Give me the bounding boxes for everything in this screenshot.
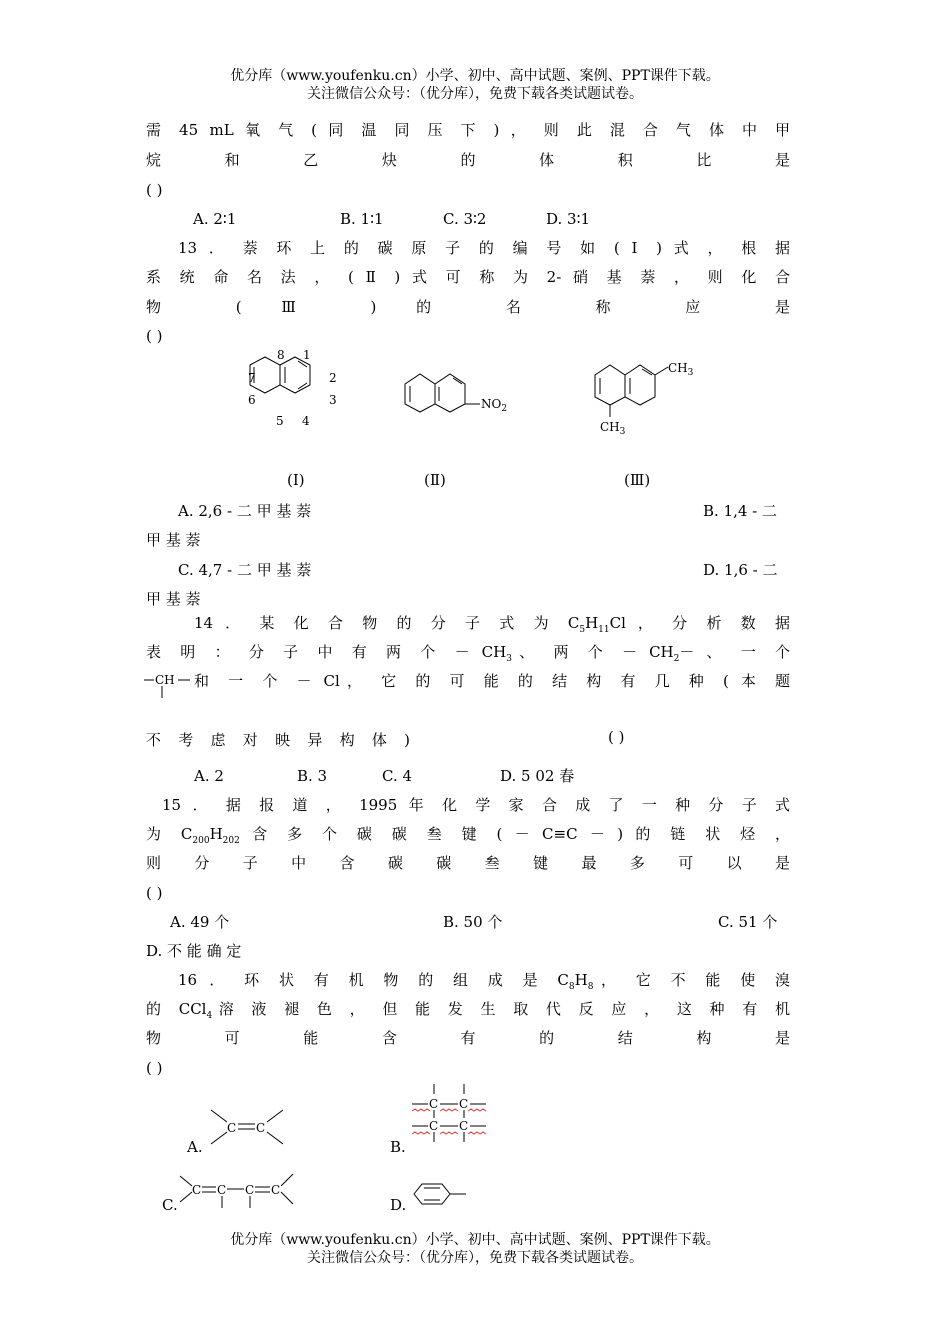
position-5: 5	[276, 414, 284, 428]
q13-option-c: C. 4,7 - 二 甲 基 萘	[178, 561, 312, 579]
q15-line-1: 15 ． 据 报 道 ， 1995 年 化 学 家 合 成 了 一 种 分 子 式	[162, 796, 790, 814]
svg-text:C: C	[217, 1183, 227, 1197]
q14-line-1: 14 ． 某 化 合 物 的 分 子 式 为 $C_5H_{11}Cl$ ， 分 析 数 据	[194, 614, 790, 635]
q15-option-c: C. 51 个	[718, 913, 778, 931]
q16-option-a-label: A.	[187, 1138, 203, 1156]
q16-line-3: 物 可 能 含 有 的 结 构 是	[146, 1029, 790, 1047]
svg-text:C: C	[459, 1097, 469, 1111]
q12-option-c: C. 3∶2	[443, 210, 487, 228]
svg-text:CH: CH	[155, 673, 175, 687]
nitronaphthalene-structure	[405, 362, 525, 422]
methyl-label-b: $CH_3$	[600, 420, 626, 437]
q15-line-3: 则 分 子 中 含 碳 碳 叁 键 最 多 可 以 是	[146, 854, 790, 872]
q14-line-3: 和 一 个 － Cl， 它 的 可 能 的 结 构 有 几 种 ( 本 题	[194, 672, 790, 690]
methine-group-structure	[144, 664, 194, 700]
position-1: 1	[303, 348, 311, 362]
q12-option-d: D. 3∶1	[546, 210, 591, 228]
q14-option-b: B. 3	[297, 767, 328, 785]
q13-answer-blank: ( )	[146, 327, 163, 345]
header-line-2: 关注微信公众号：（优分库），免费下载各类试题试卷。	[307, 86, 643, 102]
footer-line-1: 优分库（www.youfenku.cn）小学、初中、高中试题、案例、PPT课件下载。	[230, 1232, 720, 1248]
q13-option-d: D. 1,6 - 二	[703, 561, 778, 579]
q16-option-c-label: C.	[162, 1196, 178, 1214]
figure-label-ii: (Ⅱ)	[424, 471, 446, 489]
svg-text:C: C	[245, 1183, 255, 1197]
alkene-structure	[205, 1106, 295, 1148]
q15-option-a: A. 49 个	[170, 913, 230, 931]
conjugated-diene-structure	[178, 1166, 303, 1212]
q13-line-2: 系 统 命 名 法 ， ( Ⅱ ) 式 可 称 为 2- 硝 基 萘 ， 则 化 合	[146, 268, 790, 286]
q12-line-1: 需 45 mL 氧 气 ( 同 温 同 压 下 ) ， 则 此 混 合 气 体 中 甲	[146, 121, 790, 139]
q14-option-d: D. 5 02 春	[500, 767, 575, 785]
q16-answer-blank: ( )	[146, 1059, 163, 1077]
q14-line-4: 不 考 虑 对 映 异 构 体 )	[146, 731, 410, 749]
position-2: 2	[329, 371, 337, 385]
svg-text:C: C	[429, 1097, 439, 1111]
q15-line-2: 为 $C_{200}H_{202}$ 含 多 个 碳 碳 叁 键 ( － C≡C － ) 的 链 状 烃 ，	[146, 825, 790, 846]
q14-option-c: C. 4	[382, 767, 413, 785]
q13-option-a: A. 2,6 - 二 甲 基 萘	[178, 502, 312, 520]
q16-option-b-label: B.	[390, 1138, 406, 1156]
position-8: 8	[277, 348, 285, 362]
q12-answer-blank: ( )	[146, 181, 163, 199]
q13-option-b: B. 1,4 - 二	[703, 502, 778, 520]
q14-line-2: 表 明 ： 分 子 中 有 两 个 － $CH_3$、 两 个 － $CH_2-$ 、 一 个	[146, 643, 790, 664]
svg-text:C: C	[256, 1121, 266, 1135]
q15-answer-blank: ( )	[146, 884, 163, 902]
svg-text:C: C	[459, 1119, 469, 1133]
position-6: 6	[248, 393, 256, 407]
q16-option-d-label: D.	[390, 1196, 407, 1214]
q15-option-d: D. 不 能 确 定	[146, 942, 242, 960]
q13-line-1: 13 ． 萘 环 上 的 碳 原 子 的 编 号 如 ( Ⅰ ) 式 ， 根 据	[178, 239, 790, 257]
footer-line-2: 关注微信公众号：（优分库），免费下载各类试题试卷。	[307, 1250, 643, 1266]
saturated-ring-structure	[410, 1082, 490, 1146]
svg-text:C: C	[429, 1119, 439, 1133]
q14-answer-blank: ( )	[608, 728, 625, 746]
q12-option-a: A. 2∶1	[193, 210, 237, 228]
dimethylnaphthalene-structure	[590, 345, 710, 440]
figure-label-i: (Ⅰ)	[287, 471, 305, 489]
svg-text:C: C	[227, 1121, 237, 1135]
naphthalene-numbered-structure	[240, 345, 350, 435]
figure-label-iii: (Ⅲ)	[624, 471, 651, 489]
q14-option-a: A. 2	[194, 767, 224, 785]
phenyl-structure	[410, 1180, 480, 1212]
svg-text:C: C	[192, 1183, 202, 1197]
q12-line-2: 烷 和 乙 炔 的 体 积 比 是	[146, 151, 790, 169]
q16-line-1: 16 ． 环 状 有 机 物 的 组 成 是 $C_8H_8$， 它 不 能 使 溴	[178, 971, 791, 992]
position-3: 3	[329, 393, 337, 407]
svg-text:C: C	[271, 1183, 281, 1197]
header-line-1: 优分库（www.youfenku.cn）小学、初中、高中试题、案例、PPT课件下载。	[230, 68, 720, 84]
nitro-group-label: $NO_2$	[481, 397, 508, 414]
position-4: 4	[302, 414, 310, 428]
q15-option-b: B. 50 个	[443, 913, 503, 931]
q12-option-b: B. 1∶1	[340, 210, 384, 228]
position-7: 7	[248, 371, 256, 385]
q13-option-d-cont: 甲 基 萘	[146, 590, 201, 608]
methyl-label-a: $CH_3$	[668, 361, 694, 378]
q16-line-2: 的 CCl$_4$溶 液 褪 色 ， 但 能 发 生 取 代 反 应 ， 这 种 有 机	[146, 1000, 790, 1021]
q13-option-b-cont: 甲 基 萘	[146, 531, 201, 549]
q13-line-3: 物 ( Ⅲ ) 的 名 称 应 是	[146, 298, 790, 316]
